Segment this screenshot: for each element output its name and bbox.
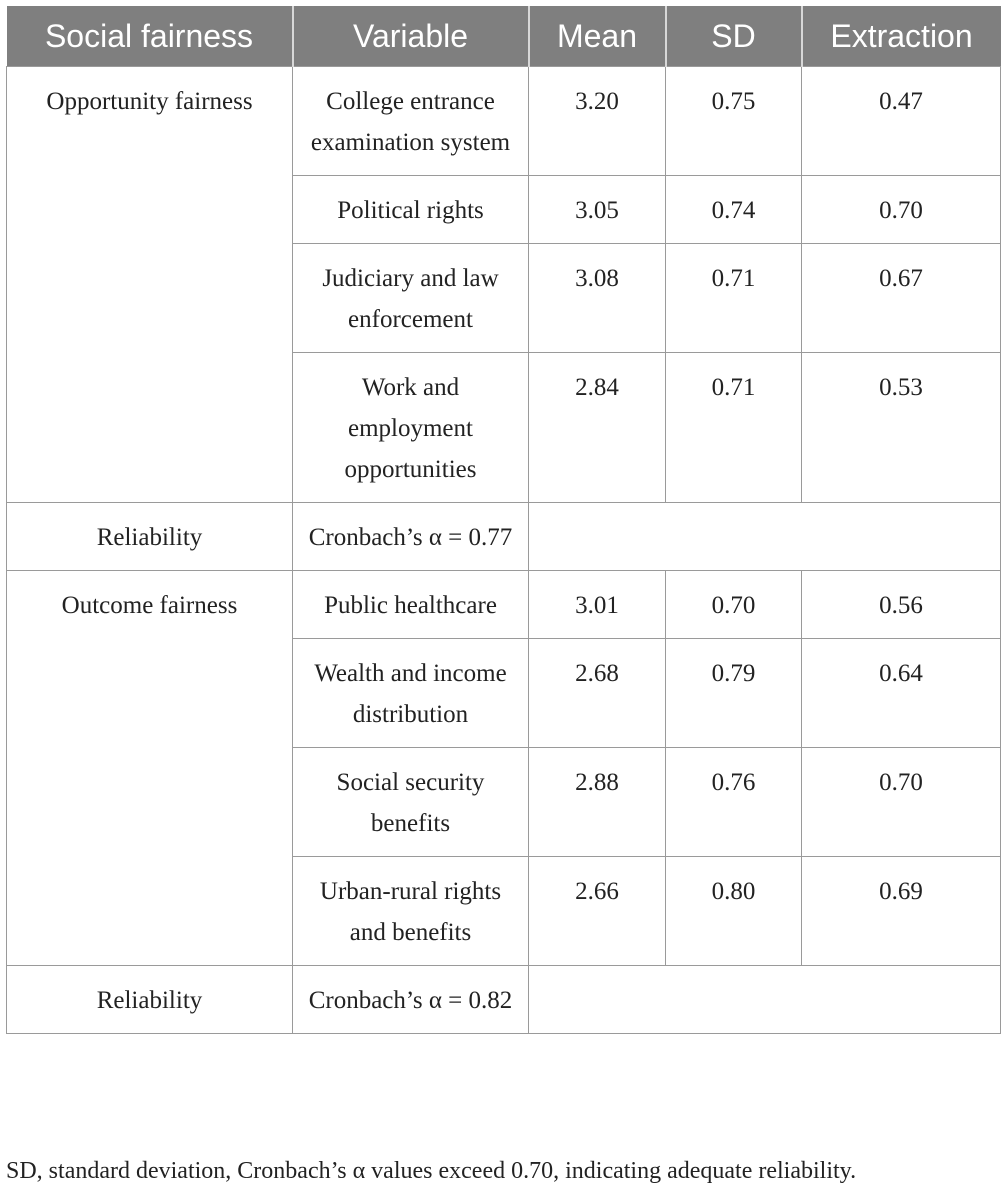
variable-cell: Political rights: [293, 176, 529, 244]
mean-cell: 2.66: [529, 857, 666, 966]
variable-cell: Judiciary and law enforcement: [293, 244, 529, 353]
reliability-empty-cell: [529, 503, 1001, 571]
reliability-empty-cell: [529, 966, 1001, 1034]
mean-cell: 3.01: [529, 571, 666, 639]
table-row: [7, 67, 1001, 176]
header-extraction: Extraction: [802, 6, 1001, 67]
group-opportunity-fairness: Opportunity fairness: [7, 67, 293, 503]
sd-cell: 0.79: [666, 639, 802, 748]
sd-cell: 0.76: [666, 748, 802, 857]
variable-cell: Urban-rural rights and benefits: [293, 857, 529, 966]
extraction-cell: 0.56: [802, 571, 1001, 639]
mean-cell: 2.84: [529, 353, 666, 503]
extraction-cell: 0.69: [802, 857, 1001, 966]
variable-cell: College entrance examination system: [293, 67, 529, 176]
sd-cell: 0.80: [666, 857, 802, 966]
mean-cell: 3.05: [529, 176, 666, 244]
extraction-cell: 0.64: [802, 639, 1001, 748]
extraction-cell: 0.53: [802, 353, 1001, 503]
extraction-cell: 0.67: [802, 244, 1001, 353]
mean-cell: 2.88: [529, 748, 666, 857]
reliability-value: Cronbach’s α = 0.77: [293, 503, 529, 571]
reliability-label: Reliability: [7, 503, 293, 571]
header-row: [7, 6, 1001, 67]
reliability-label: Reliability: [7, 966, 293, 1034]
header-social-fairness: Social fairness: [7, 6, 293, 67]
variable-cell: Wealth and income distribution: [293, 639, 529, 748]
table-footnote: SD, standard deviation, Cronbach’s α values exceed 0.70, indicating adequate reliability.: [6, 1158, 857, 1184]
sd-cell: 0.74: [666, 176, 802, 244]
reliability-row: [7, 966, 1001, 1034]
extraction-cell: 0.47: [802, 67, 1001, 176]
mean-cell: 3.08: [529, 244, 666, 353]
fairness-table: [6, 6, 1001, 1034]
variable-cell: Work and employment opportunities: [293, 353, 529, 503]
header-variable: Variable: [293, 6, 529, 67]
sd-cell: 0.70: [666, 571, 802, 639]
header-sd: SD: [666, 6, 802, 67]
sd-cell: 0.71: [666, 244, 802, 353]
header-mean: Mean: [529, 6, 666, 67]
table-row: [7, 571, 1001, 639]
mean-cell: 3.20: [529, 67, 666, 176]
sd-cell: 0.71: [666, 353, 802, 503]
variable-cell: Public healthcare: [293, 571, 529, 639]
table-header: [7, 6, 1001, 67]
sd-cell: 0.75: [666, 67, 802, 176]
reliability-row: [7, 503, 1001, 571]
mean-cell: 2.68: [529, 639, 666, 748]
extraction-cell: 0.70: [802, 748, 1001, 857]
group-outcome-fairness: Outcome fairness: [7, 571, 293, 966]
table-body: [7, 67, 1001, 1034]
reliability-value: Cronbach’s α = 0.82: [293, 966, 529, 1034]
variable-cell: Social security benefits: [293, 748, 529, 857]
extraction-cell: 0.70: [802, 176, 1001, 244]
